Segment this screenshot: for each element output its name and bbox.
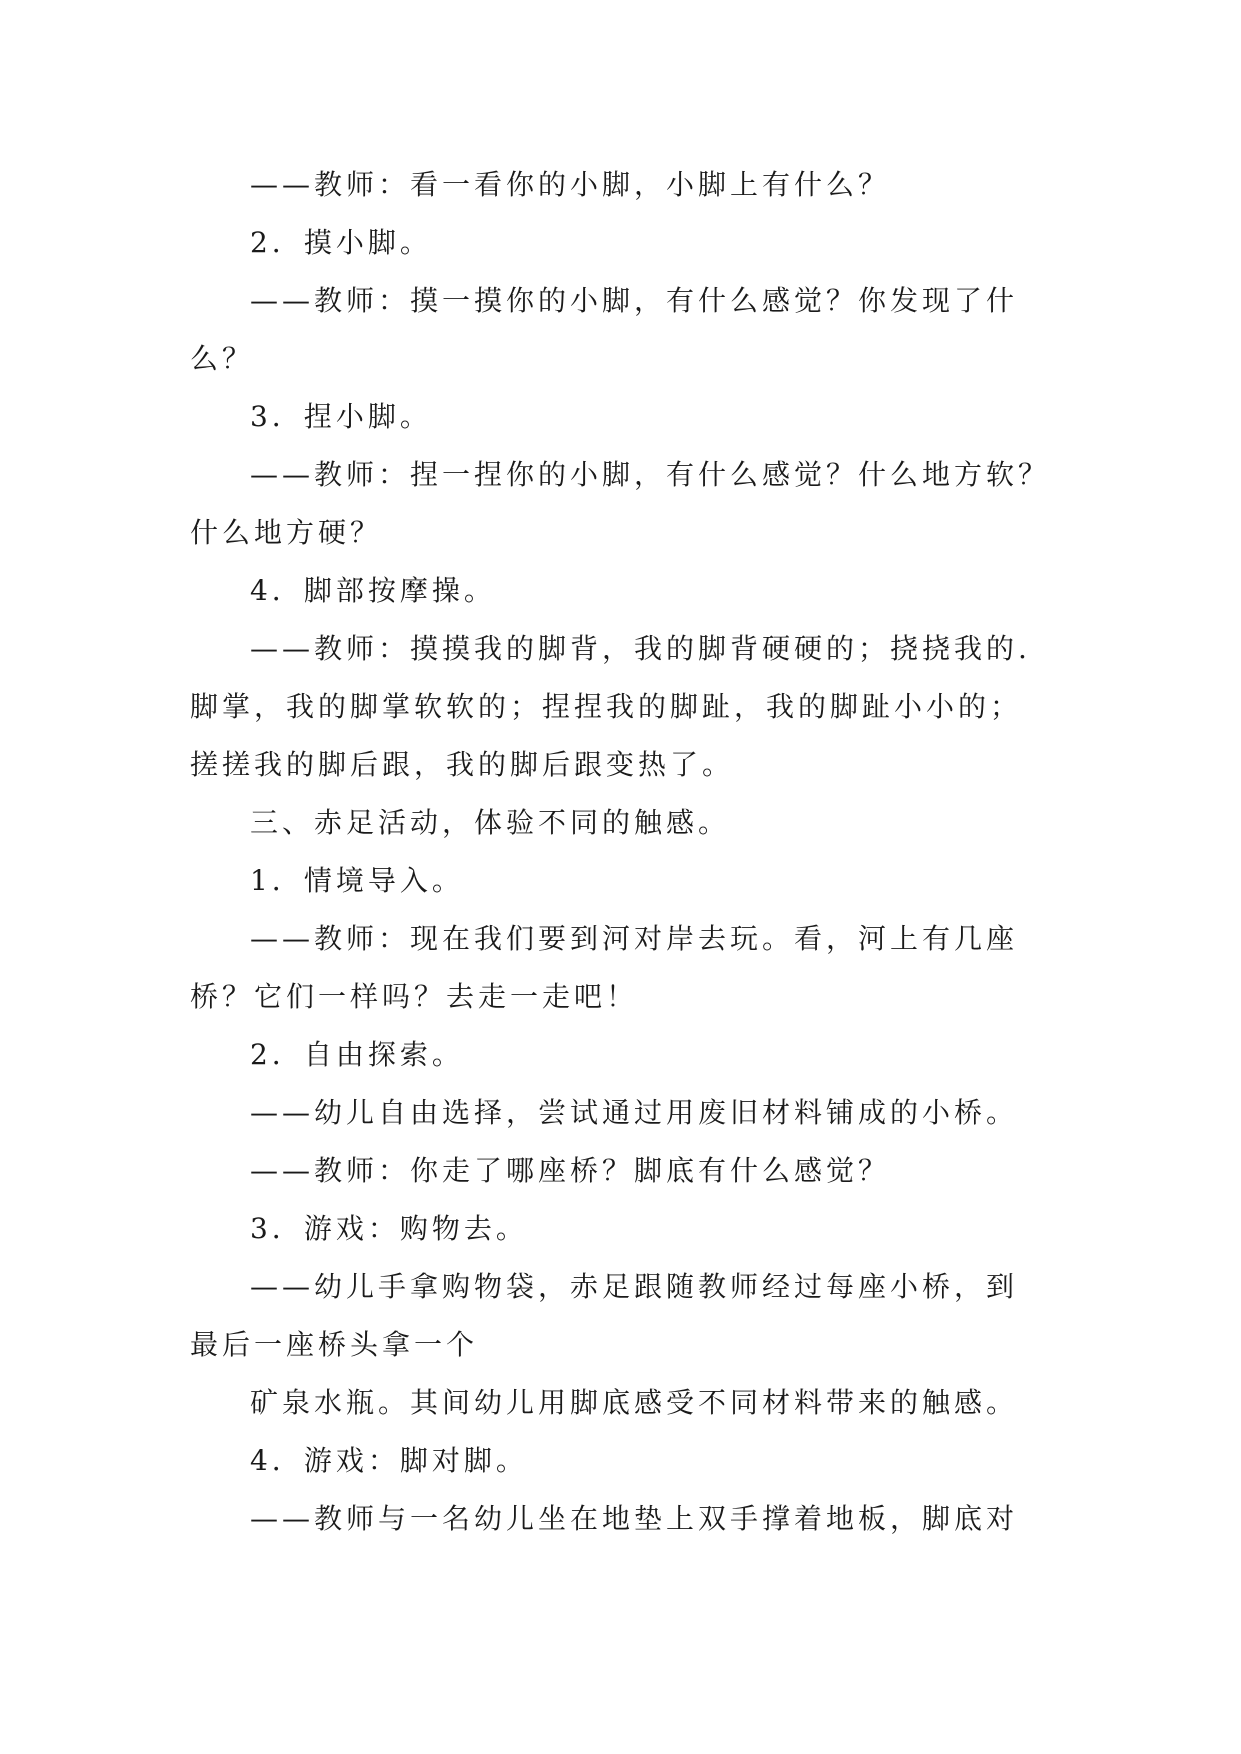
text-line: 4．游戏：脚对脚。 <box>250 1444 528 1477</box>
text-line: 2．摸小脚。 <box>250 226 432 259</box>
text-line: ——教师：摸摸我的脚背，我的脚背硬硬的；挠挠我的. <box>250 632 1031 665</box>
text-line: ——教师：你走了哪座桥？脚底有什么感觉？ <box>250 1154 891 1187</box>
text-line: 什么地方硬？ <box>190 516 383 549</box>
text-line: 2．自由探索。 <box>250 1038 464 1071</box>
text-line: ——教师：捏一捏你的小脚，有什么感觉？什么地方软？ <box>250 458 1051 491</box>
text-line: ——教师：看一看你的小脚，小脚上有什么？ <box>250 168 891 201</box>
text-line: 脚掌，我的脚掌软软的；捏捏我的脚趾，我的脚趾小小的； <box>190 690 1023 723</box>
text-line: 4．脚部按摩操。 <box>250 574 496 607</box>
text-line: 3．游戏：购物去。 <box>250 1212 528 1245</box>
text-line: 3．捏小脚。 <box>250 400 432 433</box>
text-line: 最后一座桥头拿一个 <box>190 1328 479 1361</box>
text-line: ——教师：摸一摸你的小脚，有什么感觉？你发现了什 <box>250 284 1019 317</box>
text-line: 么？ <box>190 342 255 375</box>
text-line: 矿泉水瓶。其间幼儿用脚底感受不同材料带来的触感。 <box>250 1386 1019 1419</box>
text-line: ——幼儿自由选择，尝试通过用废旧材料铺成的小桥。 <box>250 1096 1019 1129</box>
text-line: 桥？它们一样吗？去走一走吧！ <box>190 980 639 1013</box>
text-line: ——幼儿手拿购物袋，赤足跟随教师经过每座小桥，到 <box>250 1270 1019 1303</box>
text-line: ——教师与一名幼儿坐在地垫上双手撑着地板，脚底对 <box>250 1502 1019 1535</box>
text-line: 搓搓我的脚后跟，我的脚后跟变热了。 <box>190 748 735 781</box>
section-heading: 三、赤足活动，体验不同的触感。 <box>250 806 731 839</box>
text-line: ——教师：现在我们要到河对岸去玩。看，河上有几座 <box>250 922 1019 955</box>
text-line: 1．情境导入。 <box>250 864 464 897</box>
